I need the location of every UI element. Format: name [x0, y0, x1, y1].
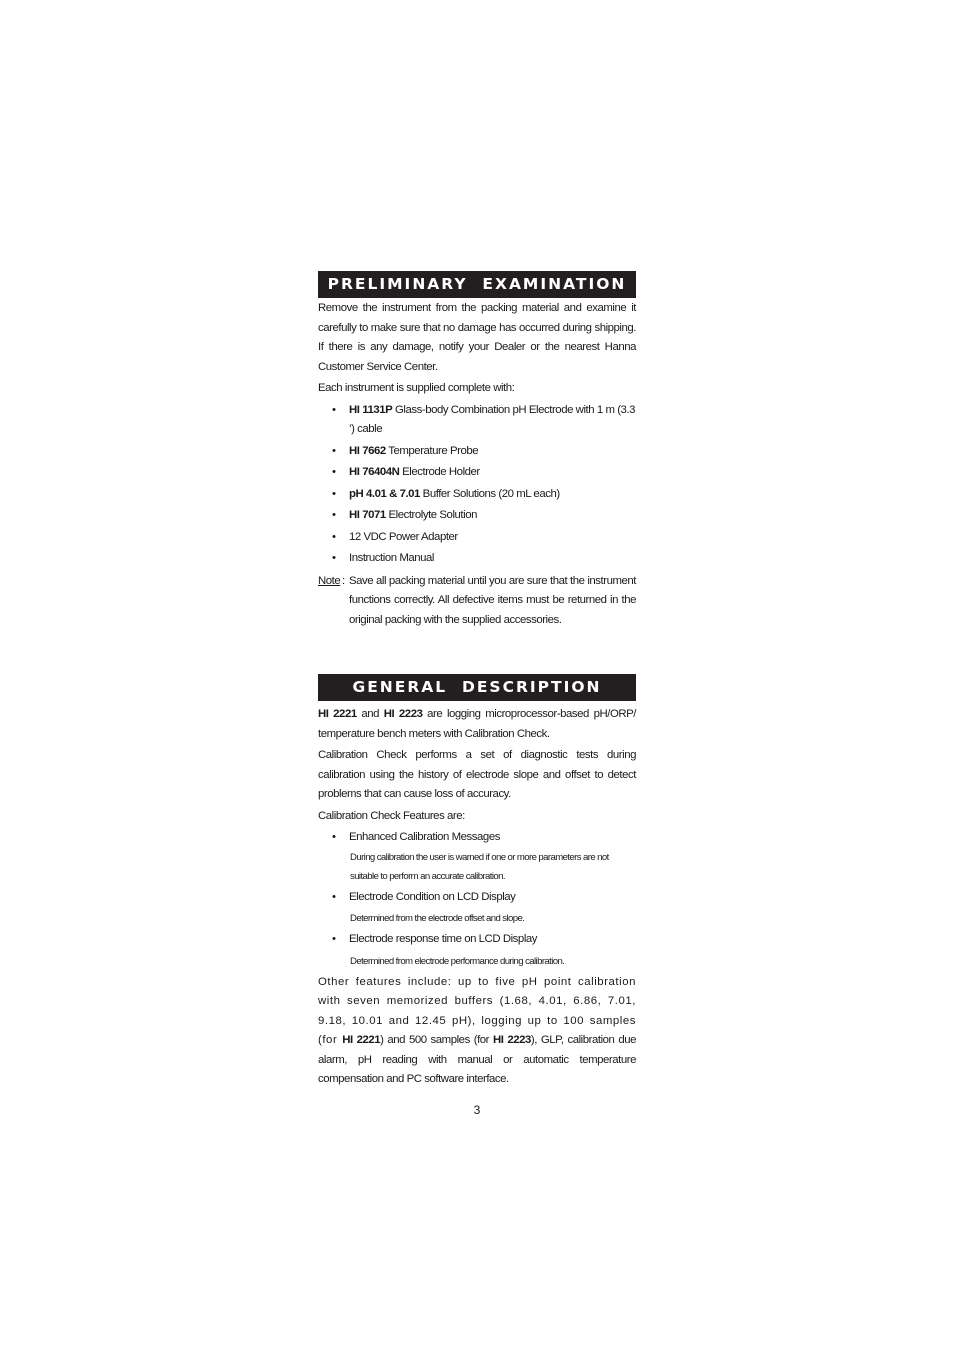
note-label: Note	[318, 574, 341, 587]
supplied-label: Each instrument is supplied complete with:	[318, 382, 515, 394]
conjunction: and	[356, 708, 384, 720]
item-text: Temperature Probe	[385, 444, 479, 457]
item-text: 12 VDC Power Adapter	[349, 530, 458, 543]
note-colon: :	[342, 574, 345, 587]
general-p4-c: ), GLP, calibration due alarm, pH reading with manual or automatic temperature compensation and PC software interface.	[318, 1034, 637, 1085]
item-text: Electrolyte Solution	[385, 509, 477, 521]
feature-title: Electrode Condition on LCD Display	[349, 890, 516, 903]
item-text: Instruction Manual	[349, 552, 434, 564]
page-number: 3	[473, 1103, 481, 1117]
list-item	[318, 463, 636, 483]
model-code: HI 2221	[318, 708, 357, 720]
item-code: HI 76404N	[349, 466, 400, 478]
list-item	[318, 528, 636, 548]
item-code: HI 7071	[349, 509, 386, 521]
item-code: HI 1131P	[349, 403, 393, 416]
section-title-general: GENERAL DESCRIPTION	[318, 674, 636, 701]
feature-desc: During calibration the user is warned if one or more parameters are not suitable to perform an accurate calibration.	[350, 851, 609, 882]
item-text: Buffer Solutions (20 mL each)	[419, 487, 560, 500]
features-list	[318, 888, 636, 908]
feature-desc: Determined from electrode performance during calibration.	[350, 955, 565, 967]
list-item	[318, 506, 636, 526]
item-code: pH 4.01 & 7.01	[349, 487, 420, 500]
general-p2: Calibration Check performs a set of diagnostic tests during calibration using the history of electrode slope and offset to detect problems that can cause loss of accuracy.	[318, 749, 636, 800]
general-p1	[318, 705, 636, 744]
list-item	[318, 930, 636, 950]
model-code: HI 2223	[383, 708, 423, 720]
list-item	[318, 401, 636, 440]
feature-desc: Determined from the electrode offset and slope.	[350, 913, 525, 924]
item-text: Electrode Holder	[399, 466, 480, 478]
model-code: HI 2221	[342, 1034, 381, 1046]
item-code: HI 7662	[349, 444, 386, 457]
preliminary-intro: Remove the instrument from the packing material and examine it carefully to make sure that no damage has occurred during shipping. If there is any damage, notify your Dealer or the nearest Hanna Customer Service Center.	[318, 302, 636, 373]
feature-title: Electrode response time on LCD Display	[349, 933, 538, 945]
list-item	[318, 888, 636, 908]
model-code: HI 2223	[492, 1034, 531, 1046]
features-list	[318, 828, 636, 848]
features-list	[318, 930, 636, 950]
preliminary-body	[318, 299, 636, 630]
general-body	[318, 705, 636, 1090]
list-item	[318, 549, 636, 569]
general-p4	[318, 973, 636, 1090]
feature-title: Enhanced Calibration Messages	[349, 831, 500, 843]
general-p4-a: Other features include: up to five pH point calibration with seven memorized buffers (1.68, 4.01, 6.86, 7.01, 9.18, 10.01 and 12.45 pH), logging up to 100 samples (for	[318, 975, 636, 1046]
note-text: Save all packing material until you are sure that the instrument functions correctly. All defective items must be returned in the original packing with the supplied accessories.	[349, 574, 636, 626]
list-item	[318, 485, 636, 505]
supplied-list	[318, 401, 636, 569]
general-p3: Calibration Check Features are:	[318, 809, 465, 822]
note	[318, 572, 636, 631]
item-text: Glass-body Combination pH Electrode with 1 m (3.3 ’) cable	[349, 403, 636, 435]
general-p1-rest: are logging microprocessor-based pH/ORP/ temperature bench meters with Calibration Check.	[318, 708, 637, 740]
list-item	[318, 828, 636, 848]
list-item	[318, 442, 636, 462]
general-p4-b: ) and 500 samples (for	[380, 1034, 493, 1046]
section-title-preliminary: PRELIMINARY EXAMINATION	[318, 271, 636, 298]
